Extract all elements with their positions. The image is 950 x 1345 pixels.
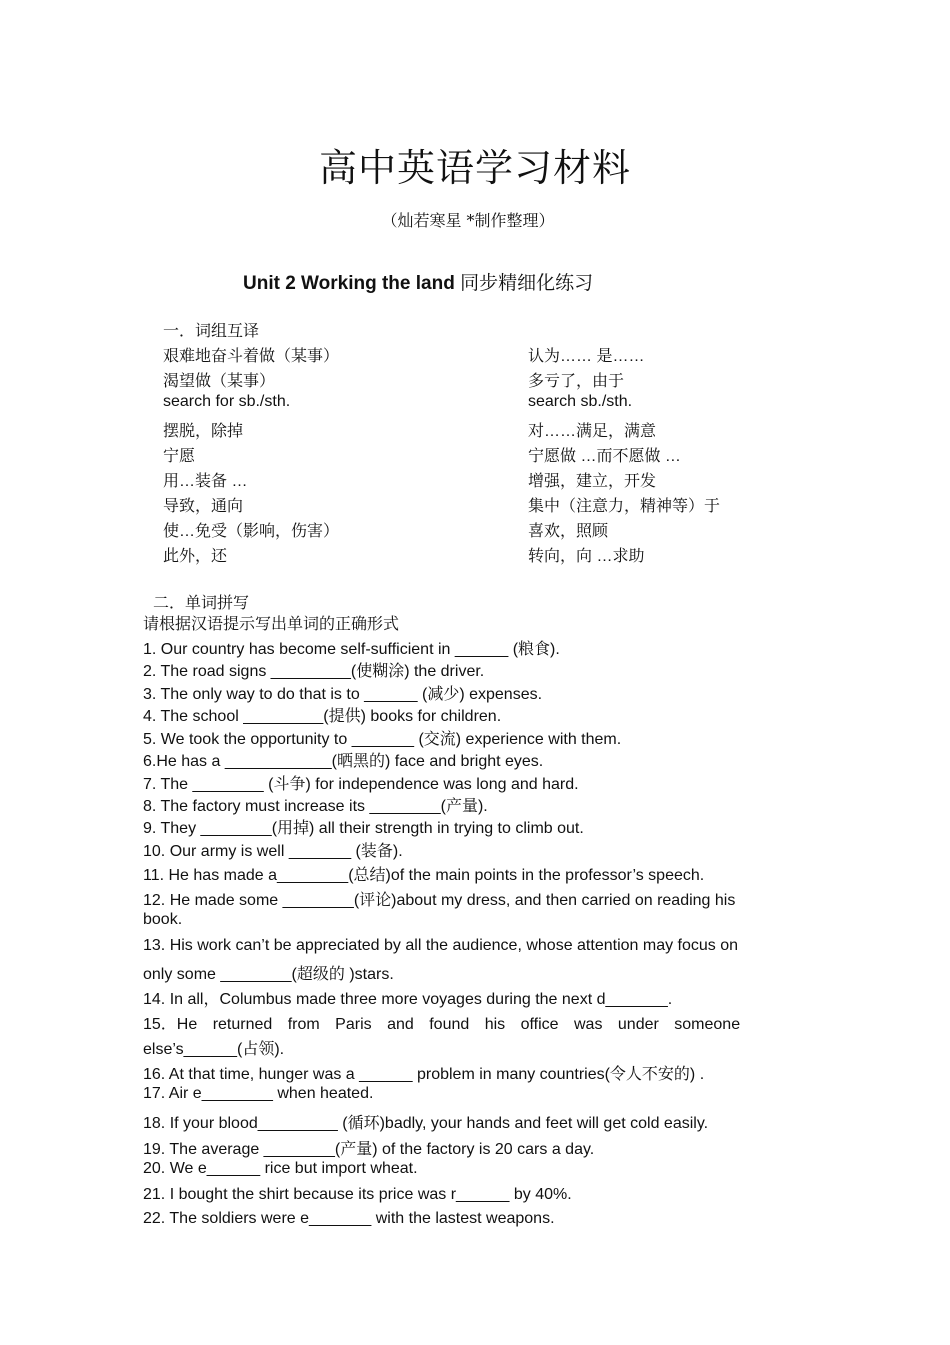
question-item: 12. He made some ________(评论)about my dress, and then carried on reading his <box>143 892 736 909</box>
pair-left: 摆脱，除掉 <box>163 423 244 440</box>
pair-left: 艰难地奋斗着做（某事） <box>163 348 340 365</box>
question-item: 10. Our army is well _______ (装备). <box>143 843 403 860</box>
pair-left: search for sb./sth. <box>163 393 291 410</box>
question-item: 17. Air e________ when heated. <box>143 1085 374 1102</box>
pair-left: 用…装备 … <box>163 473 248 490</box>
pair-row <box>163 393 803 418</box>
question-item: book. <box>143 911 183 928</box>
section2-heading: 二．单词拼写 <box>153 595 250 612</box>
section2-instruction: 请根据汉语提示写出单词的正确形式 <box>143 616 400 633</box>
pair-right: 集中（注意力，精神等）于 <box>528 498 721 515</box>
question-item: 1. Our country has become self-sufficient in ______ (粮食). <box>143 641 560 658</box>
question-item: 2. The road signs _________(使糊涂) the driver. <box>143 663 485 680</box>
pair-right: 对……满足，满意 <box>528 423 657 440</box>
question-item: 14. In all，Columbus made three more voyages during the next d_______. <box>143 991 673 1008</box>
pair-row <box>163 493 803 518</box>
page-title: 高中英语学习材料 <box>318 146 631 190</box>
pair-row <box>163 368 803 393</box>
question-item: 3. The only way to do that is to ______ (减少) expenses. <box>143 686 543 703</box>
question-item: 8. The factory must increase its ________(产量). <box>143 798 488 815</box>
question-item: 16. At that time, hunger was a ______ problem in many countries(令人不安的) . <box>143 1066 705 1083</box>
unit-title-en: Unit 2 Working the land <box>243 273 455 294</box>
pair-row <box>163 343 803 368</box>
pair-left: 宁愿 <box>163 448 196 465</box>
unit-title-cn: 同步精细化练习 <box>460 273 594 294</box>
pair-left: 导致，通向 <box>163 498 244 515</box>
question-item: 19. The average ________(产量) of the factory is 20 cars a day. <box>143 1141 595 1158</box>
pair-left: 使…免受（影响，伤害） <box>163 523 340 540</box>
question-item: 22. The soldiers were e_______ with the lastest weapons. <box>143 1210 555 1227</box>
question-item: 15．He returned from Paris and found his office was under someone <box>143 1016 741 1033</box>
pair-row <box>163 418 803 443</box>
pair-left: 此外，还 <box>163 548 228 565</box>
question-item: 7. The ________ (斗争) for independence was long and hard. <box>143 776 579 793</box>
phrase-pairs <box>163 343 803 568</box>
pair-row <box>163 468 803 493</box>
pair-right: 多亏了，由于 <box>528 373 625 390</box>
pair-right: search sb./sth. <box>528 393 633 410</box>
page-subtitle: （灿若寒星 *制作整理） <box>381 211 555 230</box>
section1-heading: 一．词组互译 <box>163 323 260 340</box>
question-item: 21. I bought the shirt because its price was r______ by 40%. <box>143 1186 572 1203</box>
pair-right: 转向，向 …求助 <box>528 548 645 565</box>
question-item: 5. We took the opportunity to _______ (交流) experience with them. <box>143 731 622 748</box>
question-item: else’s______(占领). <box>143 1041 285 1058</box>
pair-row <box>163 443 803 468</box>
pair-right: 喜欢，照顾 <box>528 523 609 540</box>
question-item: only some ________(超级的 )stars. <box>143 966 394 983</box>
pair-right: 宁愿做 …而不愿做 … <box>528 448 681 465</box>
question-item: 4. The school _________(提供) books for children. <box>143 708 502 725</box>
pair-row <box>163 543 803 568</box>
question-item: 18. If your blood_________ (循环)badly, your hands and feet will get cold easily. <box>143 1115 709 1132</box>
question-item: 6.He has a ____________(晒黑的) face and bright eyes. <box>143 753 544 770</box>
unit-title <box>243 268 593 295</box>
question-item: 20. We e______ rice but import wheat. <box>143 1160 418 1177</box>
pair-right: 认为…… 是…… <box>528 348 645 365</box>
question-item: 9. They ________(用掉) all their strength in trying to climb out. <box>143 820 584 837</box>
pair-left: 渴望做（某事） <box>163 373 276 390</box>
question-item: 11. He has made a________(总结)of the main points in the professor’s speech. <box>143 867 705 884</box>
question-item: 13. His work can’t be appreciated by all the audience, whose attention may focus on <box>143 937 739 954</box>
pair-right: 增强，建立，开发 <box>528 473 657 490</box>
pair-row <box>163 518 803 543</box>
